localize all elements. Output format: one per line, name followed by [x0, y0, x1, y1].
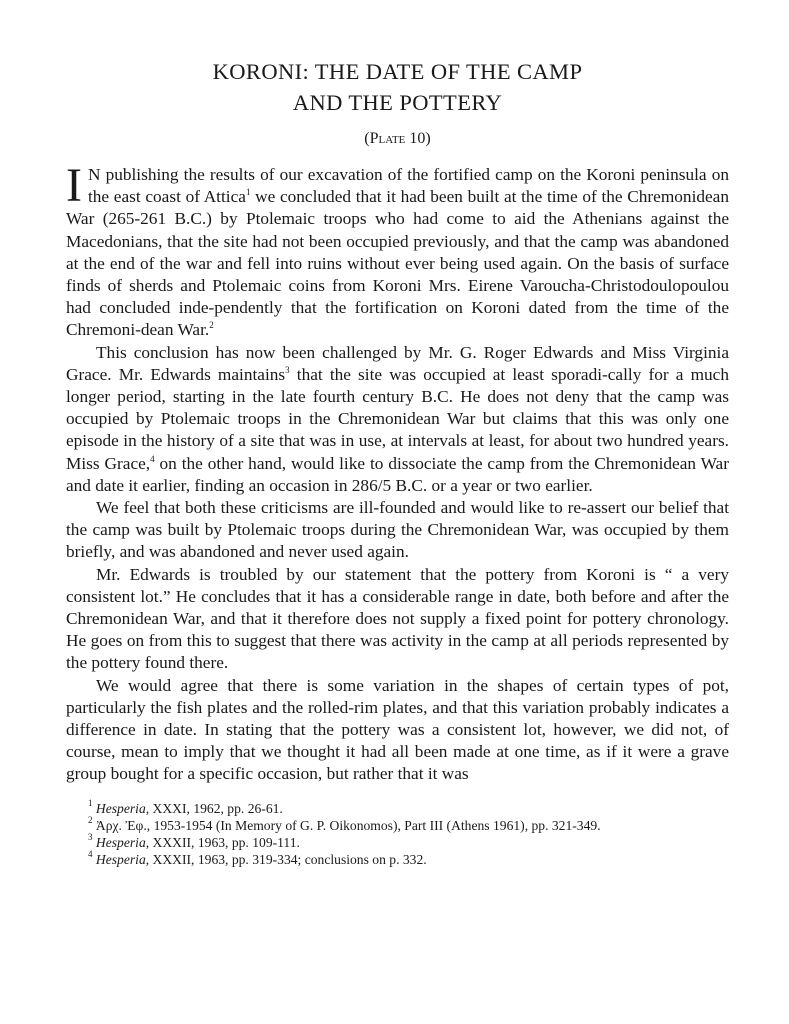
paragraph-4: Mr. Edwards is troubled by our statement that the pottery from Koroni is “ a very consistent lot.” He concludes that it has a considerable range in date, both before and after the Chremonidean War, and that it therefore does not supply a fixed point for pottery chronology. He goes on from this to suggest that there was activity in the camp at all periods represented by the pottery found there. — [66, 564, 729, 673]
footnote-ref-1: 1 — [245, 187, 251, 198]
article-page — [66, 52, 729, 868]
paragraph-5: We would agree that there is some variation in the shapes of certain types of pot, particularly the fish plates and the rolled-rim plates, and that this variation probably indicates a difference in date. In stating that the pottery was a consistent lot, however, we did not, of course, mean to imply that we thought it had all been made at one time, as if it were a grave group bought for a specific occasion, but rather that it was — [66, 675, 729, 784]
drop-cap: I — [66, 159, 82, 212]
footnote-ref-3: 3 — [285, 364, 290, 375]
footnotes — [66, 797, 729, 868]
footnote-ref-2: 2 — [209, 320, 214, 331]
paragraph-2: This conclusion has now been challenged by Mr. G. Roger Edwards and Miss Virginia Grace. Mr. Edwards maintains$^3$ that the site was occupied at least sporadi-cally for a much longer period, starting in the late fourth century B.C. He does not deny that the camp was occupied by Ptolemaic troops in the Chremonidean War but claims that this was only one episode in the history of a site that was in use, at intervals at least, for about two hundred years. Miss Grace,$^4$ on the other hand, would like to dissociate the camp from the Chremonidean War and date it earlier, finding an occasion in 286/5 B.C. or a year or two earlier. — [66, 342, 729, 495]
article-body — [66, 159, 729, 786]
paragraph-1: I N publishing the results of our excavation of the fortified camp on the Koroni peninsula on the east coast of Attica$^1$ we concluded that it had been built at the time of the Chremonidean War (265-261 B.C.) by Ptolemaic troops who had come to aid the Athenians against the Macedonians, that the site had not been occupied previously, and that the camp was abandoned at the end of the war and fell into ruins without ever being used again. On the basis of surface finds of sherds and Ptolemaic coins from Koroni Mrs. Eirene Varoucha-Christodoulopoulou had concluded inde-pendently that the fortification on Koroni dated from the time of the Chremoni-dean War.$^2$ — [66, 159, 729, 340]
plate-reference: (Plate 10) — [364, 130, 431, 147]
footnote-2: $^2$ Ἀρχ. Ἐφ., 1953-1954 (In Memory of G. P. Oikonomos), Part III (Athens 1961), pp. 321-349. — [88, 814, 601, 833]
article-title — [66, 56, 729, 118]
footnote-1: $^1$ Hesperia, XXXI, 1962, pp. 26-61. — [88, 797, 283, 816]
footnote-3: $^3$ Hesperia, XXXII, 1963, pp. 109-111. — [88, 831, 300, 850]
title-line-2: AND THE POTTERY — [292, 90, 503, 115]
paragraph-3: We feel that both these criticisms are ill-founded and would like to re-assert our belief that the camp was built by Ptolemaic troops during the Chremonidean War, was occupied by them briefly, and was abandoned and never used again. — [66, 498, 729, 562]
footnote-ref-4: 4 — [150, 453, 155, 464]
footnote-4: $^4$ Hesperia, XXXII, 1963, pp. 319-334; conclusions on p. 332. — [88, 848, 427, 867]
title-line-1: KORONI: THE DATE OF THE CAMP — [212, 59, 583, 84]
